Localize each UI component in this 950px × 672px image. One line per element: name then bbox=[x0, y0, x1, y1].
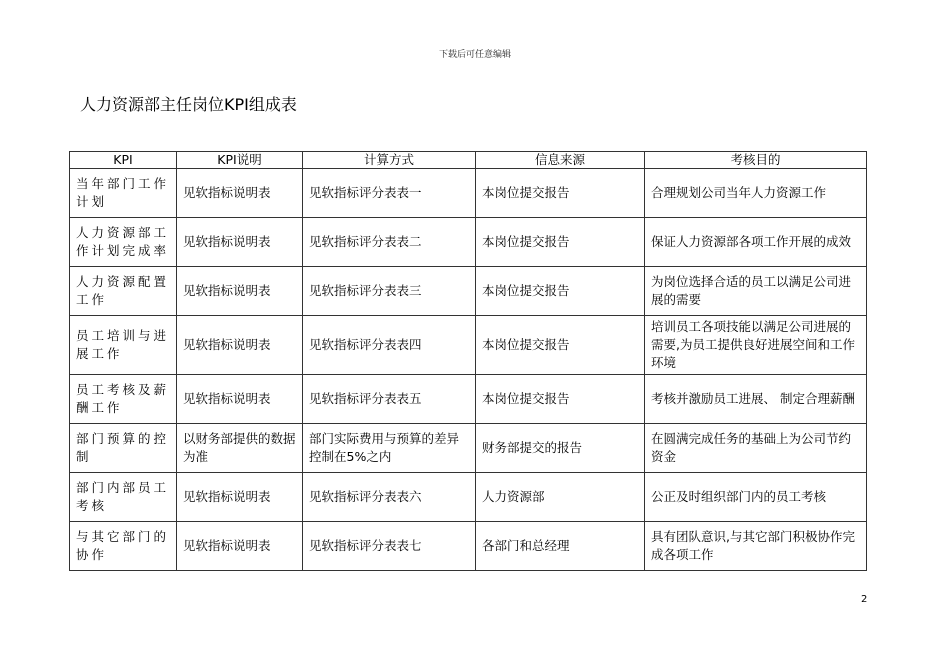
information-source-cell: 人力资源部 bbox=[476, 473, 645, 522]
kpi-cell: 部门预算的控制 bbox=[70, 424, 177, 473]
table-row bbox=[70, 169, 867, 218]
document-title: 人力资源部主任岗位KPI组成表 bbox=[80, 95, 297, 114]
kpi-cell: 员工培训与进展工作 bbox=[70, 316, 177, 375]
assessment-purpose-cell: 培训员工各项技能以满足公司进展的需要,为员工提供良好进展空间和工作环境 bbox=[645, 316, 867, 375]
kpi-description-cell: 见软指标说明表 bbox=[177, 267, 303, 316]
information-source-cell: 本岗位提交报告 bbox=[476, 218, 645, 267]
kpi-description-cell: 见软指标说明表 bbox=[177, 473, 303, 522]
table-row bbox=[70, 267, 867, 316]
table-row bbox=[70, 424, 867, 473]
kpi-cell: 当年部门工作计划 bbox=[70, 169, 177, 218]
information-source-cell: 本岗位提交报告 bbox=[476, 375, 645, 424]
kpi-cell: 人力资源部工作计划完成率 bbox=[70, 218, 177, 267]
kpi-description-cell: 见软指标说明表 bbox=[177, 218, 303, 267]
assessment-purpose-cell: 保证人力资源部各项工作开展的成效 bbox=[645, 218, 867, 267]
assessment-purpose-cell: 在圆满完成任务的基础上为公司节约资金 bbox=[645, 424, 867, 473]
kpi-cell: 员工考核及薪酬工作 bbox=[70, 375, 177, 424]
calculation-method-cell: 部门实际费用与预算的差异控制在5%之内 bbox=[303, 424, 476, 473]
table-row bbox=[70, 522, 867, 571]
calculation-method-cell: 见软指标评分表表四 bbox=[303, 316, 476, 375]
kpi-description-cell: 见软指标说明表 bbox=[177, 375, 303, 424]
calculation-method-cell: 见软指标评分表表六 bbox=[303, 473, 476, 522]
page-number: 2 bbox=[861, 594, 868, 605]
kpi-description-cell: 见软指标说明表 bbox=[177, 169, 303, 218]
calculation-method-cell: 见软指标评分表表三 bbox=[303, 267, 476, 316]
kpi-description-cell: 见软指标说明表 bbox=[177, 522, 303, 571]
header-assessment-purpose: 考核目的 bbox=[645, 152, 867, 169]
information-source-cell: 各部门和总经理 bbox=[476, 522, 645, 571]
information-source-cell: 本岗位提交报告 bbox=[476, 267, 645, 316]
information-source-cell: 财务部提交的报告 bbox=[476, 424, 645, 473]
calculation-method-cell: 见软指标评分表表二 bbox=[303, 218, 476, 267]
header-note: 下载后可任意编辑 bbox=[438, 50, 511, 60]
table-row bbox=[70, 473, 867, 522]
assessment-purpose-cell: 具有团队意识,与其它部门积极协作完成各项工作 bbox=[645, 522, 867, 571]
assessment-purpose-cell: 公正及时组织部门内的员工考核 bbox=[645, 473, 867, 522]
kpi-cell: 人力资源配置工作 bbox=[70, 267, 177, 316]
calculation-method-cell: 见软指标评分表表一 bbox=[303, 169, 476, 218]
kpi-cell: 与其它部门的协作 bbox=[70, 522, 177, 571]
header-kpi: KPI bbox=[70, 152, 177, 169]
assessment-purpose-cell: 合理规划公司当年人力资源工作 bbox=[645, 169, 867, 218]
assessment-purpose-cell: 考核并激励员工进展、 制定合理薪酬 bbox=[645, 375, 867, 424]
calculation-method-cell: 见软指标评分表表七 bbox=[303, 522, 476, 571]
assessment-purpose-cell: 为岗位选择合适的员工以满足公司进展的需要 bbox=[645, 267, 867, 316]
kpi-table bbox=[69, 151, 867, 571]
header-kpi-description: KPI说明 bbox=[177, 152, 303, 169]
calculation-method-cell: 见软指标评分表表五 bbox=[303, 375, 476, 424]
kpi-description-cell: 见软指标说明表 bbox=[177, 316, 303, 375]
information-source-cell: 本岗位提交报告 bbox=[476, 316, 645, 375]
header-calculation-method: 计算方式 bbox=[303, 152, 476, 169]
table-row bbox=[70, 316, 867, 375]
table-row bbox=[70, 375, 867, 424]
header-information-source: 信息来源 bbox=[476, 152, 645, 169]
table-header-row bbox=[70, 152, 867, 169]
kpi-description-cell: 以财务部提供的数据为准 bbox=[177, 424, 303, 473]
information-source-cell: 本岗位提交报告 bbox=[476, 169, 645, 218]
kpi-cell: 部门内部员工考核 bbox=[70, 473, 177, 522]
table-row bbox=[70, 218, 867, 267]
